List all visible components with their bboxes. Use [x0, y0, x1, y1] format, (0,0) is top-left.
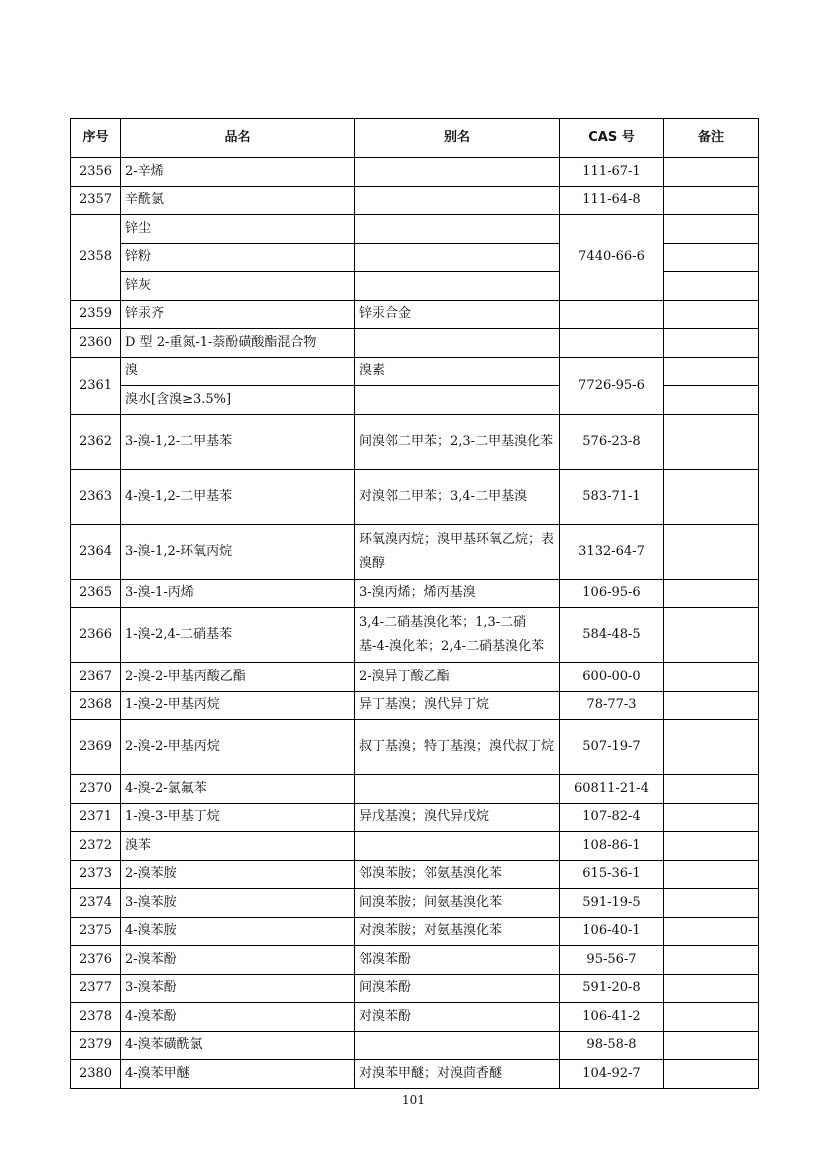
row-name: 3-溴苯酚: [121, 974, 355, 1003]
row-remark: [664, 691, 759, 720]
row-remark: [664, 469, 759, 524]
row-remark: [664, 524, 759, 579]
row-cas: [560, 329, 664, 358]
row-number: 2363: [71, 469, 121, 524]
row-name: 溴苯: [121, 832, 355, 861]
row-alias: [355, 186, 560, 215]
row-name: 3-溴-1-丙烯: [121, 579, 355, 608]
row-name: 锌粉: [121, 243, 355, 272]
row-alias: 异戊基溴；溴代异戊烷: [355, 803, 560, 832]
table-row: [71, 1003, 759, 1032]
row-remark: [664, 186, 759, 215]
table-row: [71, 803, 759, 832]
row-alias: [355, 386, 560, 415]
table-row: [71, 889, 759, 918]
row-number: 2362: [71, 414, 121, 469]
row-cas: 615-36-1: [560, 860, 664, 889]
row-number: 2358: [71, 215, 121, 301]
row-remark: [664, 215, 759, 244]
row-number: 2375: [71, 917, 121, 946]
row-remark: [664, 663, 759, 692]
row-name: 4-溴苯磺酰氯: [121, 1031, 355, 1060]
row-alias: 间溴邻二甲苯；2,3-二甲基溴化苯: [355, 414, 560, 469]
row-alias: 对溴苯酚: [355, 1003, 560, 1032]
row-name: 2-溴-2-甲基丙酸乙酯: [121, 663, 355, 692]
row-remark: [664, 775, 759, 804]
row-name: 3-溴苯胺: [121, 889, 355, 918]
table-row: [71, 186, 759, 215]
row-cas: 584-48-5: [560, 608, 664, 663]
table-row: [71, 329, 759, 358]
row-cas: 576-23-8: [560, 414, 664, 469]
row-alias: 叔丁基溴；特丁基溴；溴代叔丁烷: [355, 720, 560, 775]
row-cas: 111-67-1: [560, 158, 664, 187]
row-remark: [664, 579, 759, 608]
row-number: 2360: [71, 329, 121, 358]
row-name: 溴: [121, 357, 355, 386]
row-number: 2372: [71, 832, 121, 861]
row-number: 2367: [71, 663, 121, 692]
table-row: [71, 663, 759, 692]
row-remark: [664, 917, 759, 946]
row-name: 4-溴-2-氯氟苯: [121, 775, 355, 804]
row-cas: 98-58-8: [560, 1031, 664, 1060]
table-row: [71, 524, 759, 579]
row-cas: 7726-95-6: [560, 357, 664, 414]
row-remark: [664, 803, 759, 832]
row-name: 2-辛烯: [121, 158, 355, 187]
row-name: 锌灰: [121, 272, 355, 301]
table-row: [71, 215, 759, 244]
row-alias: 间溴苯酚: [355, 974, 560, 1003]
table-row: [71, 1031, 759, 1060]
row-alias: [355, 215, 560, 244]
row-alias: 溴素: [355, 357, 560, 386]
row-cas: 7440-66-6: [560, 215, 664, 301]
table-row: [71, 579, 759, 608]
table-row: [71, 691, 759, 720]
row-alias: 锌汞合金: [355, 300, 560, 329]
header-name: 品名: [121, 119, 355, 158]
table-row: [71, 300, 759, 329]
table-row: [71, 974, 759, 1003]
row-name: 1-溴-2-甲基丙烷: [121, 691, 355, 720]
header-alias: 别名: [355, 119, 560, 158]
row-alias: [355, 1031, 560, 1060]
row-remark: [664, 974, 759, 1003]
row-number: 2376: [71, 946, 121, 975]
row-cas: 111-64-8: [560, 186, 664, 215]
row-remark: [664, 1003, 759, 1032]
chemical-table: [70, 118, 759, 1089]
row-cas: 600-00-0: [560, 663, 664, 692]
row-name: 4-溴-1,2-二甲基苯: [121, 469, 355, 524]
row-number: 2365: [71, 579, 121, 608]
row-remark: [664, 832, 759, 861]
table-row: [71, 1060, 759, 1089]
table-body: [71, 158, 759, 1089]
row-number: 2370: [71, 775, 121, 804]
row-alias: 邻溴苯酚: [355, 946, 560, 975]
row-alias: [355, 243, 560, 272]
table-row: [71, 469, 759, 524]
row-cas: 3132-64-7: [560, 524, 664, 579]
row-alias: [355, 832, 560, 861]
row-name: 4-溴苯胺: [121, 917, 355, 946]
row-remark: [664, 357, 759, 386]
row-cas: 104-92-7: [560, 1060, 664, 1089]
row-number: 2369: [71, 720, 121, 775]
row-name: 3-溴-1,2-二甲基苯: [121, 414, 355, 469]
row-cas: 106-41-2: [560, 1003, 664, 1032]
row-remark: [664, 889, 759, 918]
row-remark: [664, 158, 759, 187]
row-name: 1-溴-3-甲基丁烷: [121, 803, 355, 832]
table-row: [71, 860, 759, 889]
row-name: 4-溴苯酚: [121, 1003, 355, 1032]
row-remark: [664, 1031, 759, 1060]
row-cas: [560, 300, 664, 329]
row-alias: 对溴邻二甲苯；3,4-二甲基溴: [355, 469, 560, 524]
row-number: 2357: [71, 186, 121, 215]
table-row: [71, 608, 759, 663]
row-alias: 异丁基溴；溴代异丁烷: [355, 691, 560, 720]
row-cas: 583-71-1: [560, 469, 664, 524]
row-cas: 106-40-1: [560, 917, 664, 946]
row-name: 2-溴苯酚: [121, 946, 355, 975]
row-alias: 2-溴异丁酸乙酯: [355, 663, 560, 692]
row-remark: [664, 720, 759, 775]
row-cas: 507-19-7: [560, 720, 664, 775]
header-no: 序号: [71, 119, 121, 158]
row-name: 2-溴苯胺: [121, 860, 355, 889]
page-number: 101: [402, 1093, 425, 1107]
row-number: 2374: [71, 889, 121, 918]
row-remark: [664, 414, 759, 469]
row-number: 2364: [71, 524, 121, 579]
row-number: 2361: [71, 357, 121, 414]
row-name: 锌尘: [121, 215, 355, 244]
row-cas: 591-19-5: [560, 889, 664, 918]
row-alias: 3,4-二硝基溴化苯；1,3-二硝基-4-溴化苯；2,4-二硝基溴化苯: [355, 608, 560, 663]
row-alias: 3-溴丙烯；烯丙基溴: [355, 579, 560, 608]
row-name: 4-溴苯甲醚: [121, 1060, 355, 1089]
row-cas: 60811-21-4: [560, 775, 664, 804]
row-cas: 95-56-7: [560, 946, 664, 975]
table-row: [71, 414, 759, 469]
row-number: 2377: [71, 974, 121, 1003]
row-number: 2379: [71, 1031, 121, 1060]
row-number: 2366: [71, 608, 121, 663]
row-alias: 间溴苯胺；间氨基溴化苯: [355, 889, 560, 918]
row-alias: 邻溴苯胺；邻氨基溴化苯: [355, 860, 560, 889]
row-number: 2380: [71, 1060, 121, 1089]
row-cas: 108-86-1: [560, 832, 664, 861]
row-alias: [355, 329, 560, 358]
table-row: [71, 775, 759, 804]
row-alias: [355, 272, 560, 301]
row-cas: 591-20-8: [560, 974, 664, 1003]
row-alias: 对溴苯胺；对氨基溴化苯: [355, 917, 560, 946]
table-row: [71, 946, 759, 975]
row-remark: [664, 243, 759, 272]
row-remark: [664, 1060, 759, 1089]
row-alias: 对溴苯甲醚；对溴茴香醚: [355, 1060, 560, 1089]
row-cas: 106-95-6: [560, 579, 664, 608]
row-number: 2371: [71, 803, 121, 832]
table-header-row: [71, 119, 759, 158]
row-name: 3-溴-1,2-环氧丙烷: [121, 524, 355, 579]
row-name: 1-溴-2,4-二硝基苯: [121, 608, 355, 663]
row-alias: [355, 158, 560, 187]
row-remark: [664, 329, 759, 358]
row-remark: [664, 946, 759, 975]
table-row: [71, 832, 759, 861]
row-name: 锌汞齐: [121, 300, 355, 329]
row-name: D 型 2-重氮-1-萘酚磺酸酯混合物: [121, 329, 355, 358]
row-alias: [355, 775, 560, 804]
row-number: 2368: [71, 691, 121, 720]
row-cas: 107-82-4: [560, 803, 664, 832]
row-cas: 78-77-3: [560, 691, 664, 720]
row-remark: [664, 860, 759, 889]
row-number: 2356: [71, 158, 121, 187]
header-remark: 备注: [664, 119, 759, 158]
header-cas: CAS 号: [560, 119, 664, 158]
table-row: [71, 720, 759, 775]
row-name: 溴水[含溴≥3.5%]: [121, 386, 355, 415]
table-row: [71, 917, 759, 946]
row-remark: [664, 608, 759, 663]
row-number: 2359: [71, 300, 121, 329]
row-number: 2378: [71, 1003, 121, 1032]
row-remark: [664, 272, 759, 301]
row-name: 辛酰氯: [121, 186, 355, 215]
row-alias: 环氧溴丙烷；溴甲基环氧乙烷；表溴醇: [355, 524, 560, 579]
row-number: 2373: [71, 860, 121, 889]
row-name: 2-溴-2-甲基丙烷: [121, 720, 355, 775]
table-row: [71, 357, 759, 386]
table-row: [71, 158, 759, 187]
row-remark: [664, 386, 759, 415]
row-remark: [664, 300, 759, 329]
